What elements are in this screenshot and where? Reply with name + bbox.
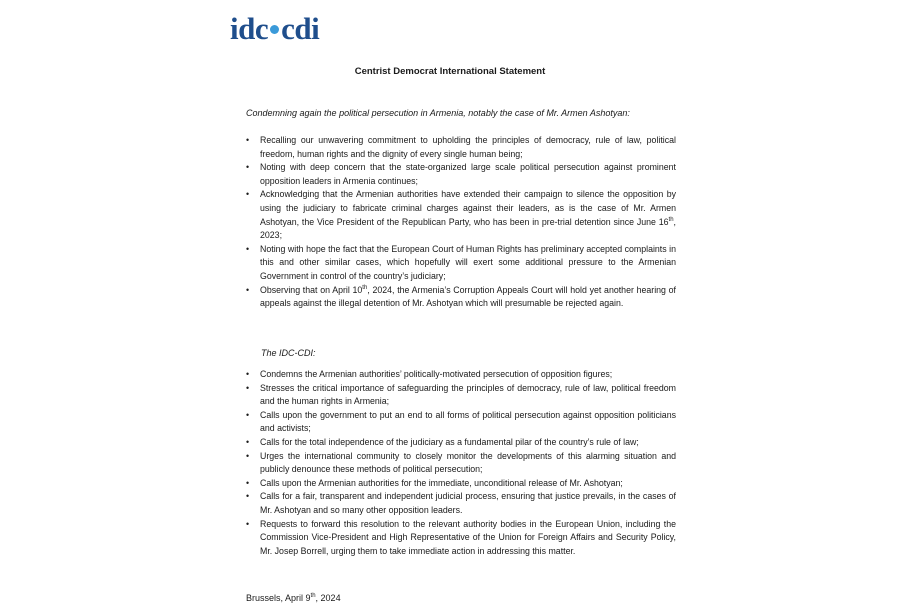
- recital-item: • Noting with deep concern that the state-organized large scale political persecution against prominent opposition leaders in Armenia continues;: [246, 161, 676, 188]
- resolution-item: • Condemns the Armenian authorities’ politically-motivated persecution of opposition figures;: [246, 368, 676, 382]
- logo-left-text: idc: [230, 11, 269, 46]
- recital-item: • Observing that on April 10th, 2024, the Armenia’s Corruption Appeals Court will hold yet another hearing of appeals against the illegal detention of Mr. Ashotyan which will presumable be rejected again.: [246, 284, 676, 311]
- resolution-heading: The IDC-CDI:: [261, 348, 316, 358]
- recital-item: • Noting with hope the fact that the European Court of Human Rights has preliminary accepted complaints in this and other similar cases, which hopefully will exert some additional pressure to the Armenian Government in control of the country’s judiciary;: [246, 243, 676, 284]
- recital-item: • Recalling our unwavering commitment to upholding the principles of democracy, rule of law, political freedom, human rights and the dignity of every single human being;: [246, 134, 676, 161]
- resolution-item: • Requests to forward this resolution to the relevant authority bodies in the European Union, including the Commission Vice-President and High Representative of the Union for Foreign Affairs and Security Policy, Mr. Josep Borrell, urging them to take immediate action in addressing this matter.: [246, 518, 676, 559]
- logo-right-text: cdi: [281, 11, 320, 46]
- logo-dot-icon: [270, 25, 279, 34]
- resolution-item: • Calls upon the government to put an end to all forms of political persecution against opposition politicians and activists;: [246, 409, 676, 436]
- intro-line: Condemning again the political persecution in Armenia, notably the case of Mr. Armen Ashotyan:: [246, 108, 630, 118]
- resolution-item: • Calls upon the Armenian authorities for the immediate, unconditional release of Mr. Ashotyan;: [246, 477, 676, 491]
- recital-item: • Acknowledging that the Armenian authorities have extended their campaign to silence the opposition by using the judiciary to fabricate criminal charges against their leaders, as is the case of Mr. Armen Ashotyan, the Vice President of the Republican Party, who has been in pre-trial detention since June 16th, 2023;: [246, 188, 676, 242]
- resolution-item: • Urges the international community to closely monitor the developments of this alarming situation and publicly denounce these methods of political persecution;: [246, 450, 676, 477]
- recitals-list: [246, 134, 676, 311]
- resolution-item: • Stresses the critical importance of safeguarding the principles of democracy, rule of law, political freedom and the human rights in Armenia;: [246, 382, 676, 409]
- idc-cdi-logo: [230, 12, 319, 46]
- document-title: Centrist Democrat International Statement: [354, 66, 546, 77]
- resolution-item: • Calls for a fair, transparent and independent judicial process, ensuring that justice prevails, in the cases of Mr. Ashotyan and so many other opposition leaders.: [246, 490, 676, 517]
- resolutions-list: [246, 368, 676, 558]
- date-line: Brussels, April 9th, 2024: [246, 593, 341, 603]
- resolution-item: • Calls for the total independence of the judiciary as a fundamental pilar of the country’s rule of law;: [246, 436, 676, 450]
